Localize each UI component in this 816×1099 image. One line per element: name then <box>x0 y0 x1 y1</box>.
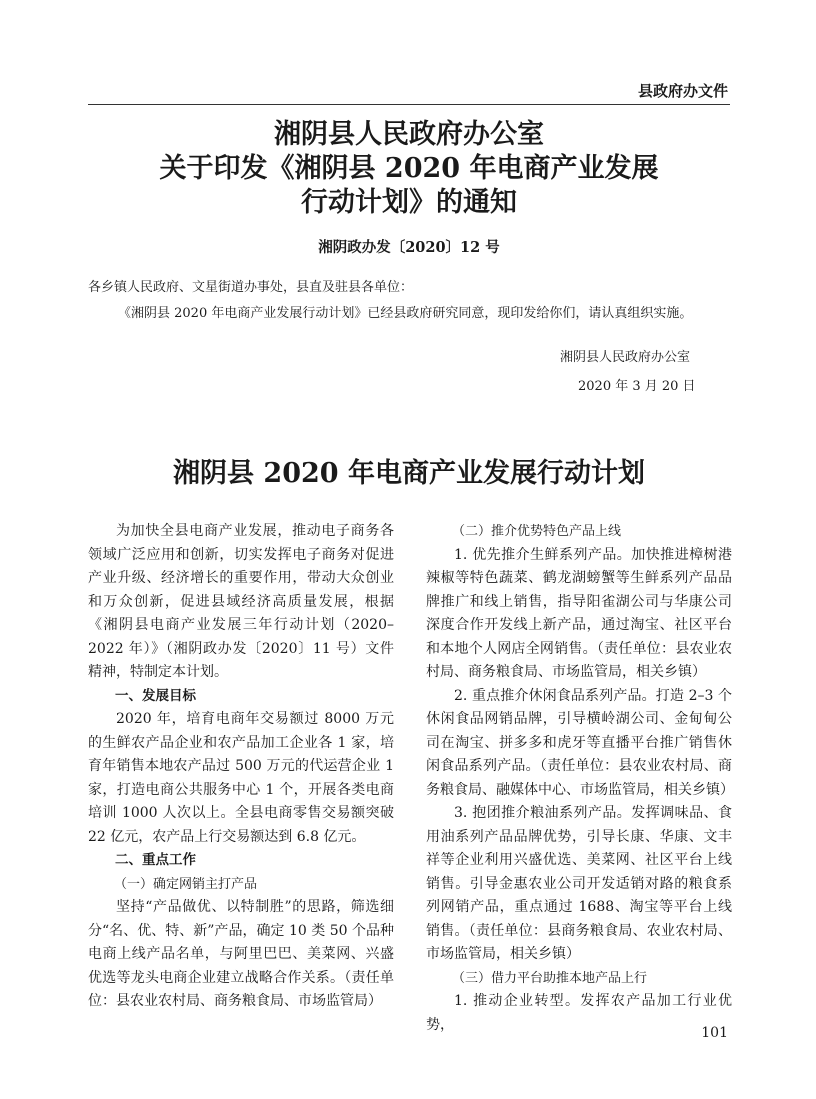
item-grain-oil-products: 3. 抱团推介粮油系列产品。发挥调味品、食用油系列产品品牌优势，引导长康、华康、文丰祥等企业利用兴盛优选、美菜网、社区平台上线销售。引导金惠农业公司开发适销对路的粮食系列网销产品，重点通过 1688、淘宝等平台上线销售。（责任单位：县商务粮食局、农业农村局、市场监管局，相关乡镇） <box>426 805 732 962</box>
left-column <box>88 520 394 1014</box>
notice-body: 《湘阴县 2020 年电商产业发展行动计划》已经县政府研究同意，现印发给你们，请认真组织实施。 <box>118 306 693 321</box>
notice-title-line-1: 湘阴县人民政府办公室 <box>274 119 544 150</box>
addressee: 各乡镇人民政府、文星街道办事处，县直及驻县各单位： <box>88 280 414 295</box>
heading-key-work: 二、重点工作 <box>115 852 196 868</box>
subheading-platform-support: （三）借力平台助推本地产品上行 <box>452 970 648 986</box>
header-divider <box>88 104 730 105</box>
section-label: 县政府办文件 <box>637 82 728 100</box>
page-number: 101 <box>701 1025 728 1041</box>
signer: 湘阴县人民政府办公室 <box>560 350 691 365</box>
item-enterprise-transformation: 1. 推动企业转型。发挥农产品加工行业优势， <box>426 993 732 1033</box>
subheading-featured-products: （二）推介优势特色产品上线 <box>452 524 622 539</box>
online-products-paragraph: 坚持“产品做优、以特制胜”的思路，筛选细分“名、优、特、新”产品，确定 10 类 50 个品种电商上线产品名单，与阿里巴巴、美菜网、兴盛优选等龙头电商企业建立战略合作关系。（责任单位：县农业农村局、商务粮食局、市场监管局） <box>88 899 394 1009</box>
document-number: 湘阴政办发〔2020〕12 号 <box>318 239 500 256</box>
item-snack-products: 2. 重点推介休闲食品系列产品。打造 2–3 个休闲食品网销品牌，引导横岭湖公司、金甸甸公司在淘宝、拼多多和虎牙等直播平台推广销售休闲食品系列产品。（责任单位：县农业农村局、商务粮食局、融媒体中心、市场监管局，相关乡镇） <box>426 687 734 798</box>
plan-title: 湘阴县 2020 年电商产业发展行动计划 <box>173 458 645 489</box>
notice-title-line-2: 关于印发《湘阴县 2020 年电商产业发展 <box>159 153 659 184</box>
notice-title <box>88 118 730 220</box>
right-column <box>426 520 732 1037</box>
subheading-online-products: （一）确定网销主打产品 <box>114 876 258 892</box>
item-fresh-products: 1. 优先推介生鲜系列产品。加快推进樟树港辣椒等特色蔬菜、鹤龙湖螃蟹等生鲜系列产品品牌推广和线上销售，指导阳雀湖公司与华康公司深度合作开发线上新产品，通过淘宝、社区平台和本地个人网店全网销售。（责任单位：县农业农村局、商务粮食局、市场监管局，相关乡镇） <box>426 546 732 680</box>
intro-paragraph: 为加快全县电商产业发展，推动电子商务各领域广泛应用和创新，切实发挥电子商务对促进产业升级、经济增长的重要作用，带动大众创业和万众创新，促进县域经济高质量发展，根据《湘阴县电商产业发展三年行动计划（2020–2022 年）》（湘阴政办发〔2020〕11 号）文件精神，特制定本计划。 <box>88 523 394 680</box>
notice-title-line-3: 行动计划》的通知 <box>301 187 517 218</box>
heading-development-goals: 一、发展目标 <box>115 687 196 704</box>
signing-date: 2020 年 3 月 20 日 <box>578 379 696 394</box>
goals-paragraph: 2020 年，培育电商年交易额过 8000 万元的生鲜农产品企业和农产品加工企业各 1 家，培育年销售本地农产品过 500 万元的代运营企业 1 家，打造电商公共服务中心 1 个，开展各类电商培训 1000 人次以上。全县电商零售交易额突破 22 亿元，农产品上行交易额达到 6.8 亿元。 <box>88 711 394 845</box>
